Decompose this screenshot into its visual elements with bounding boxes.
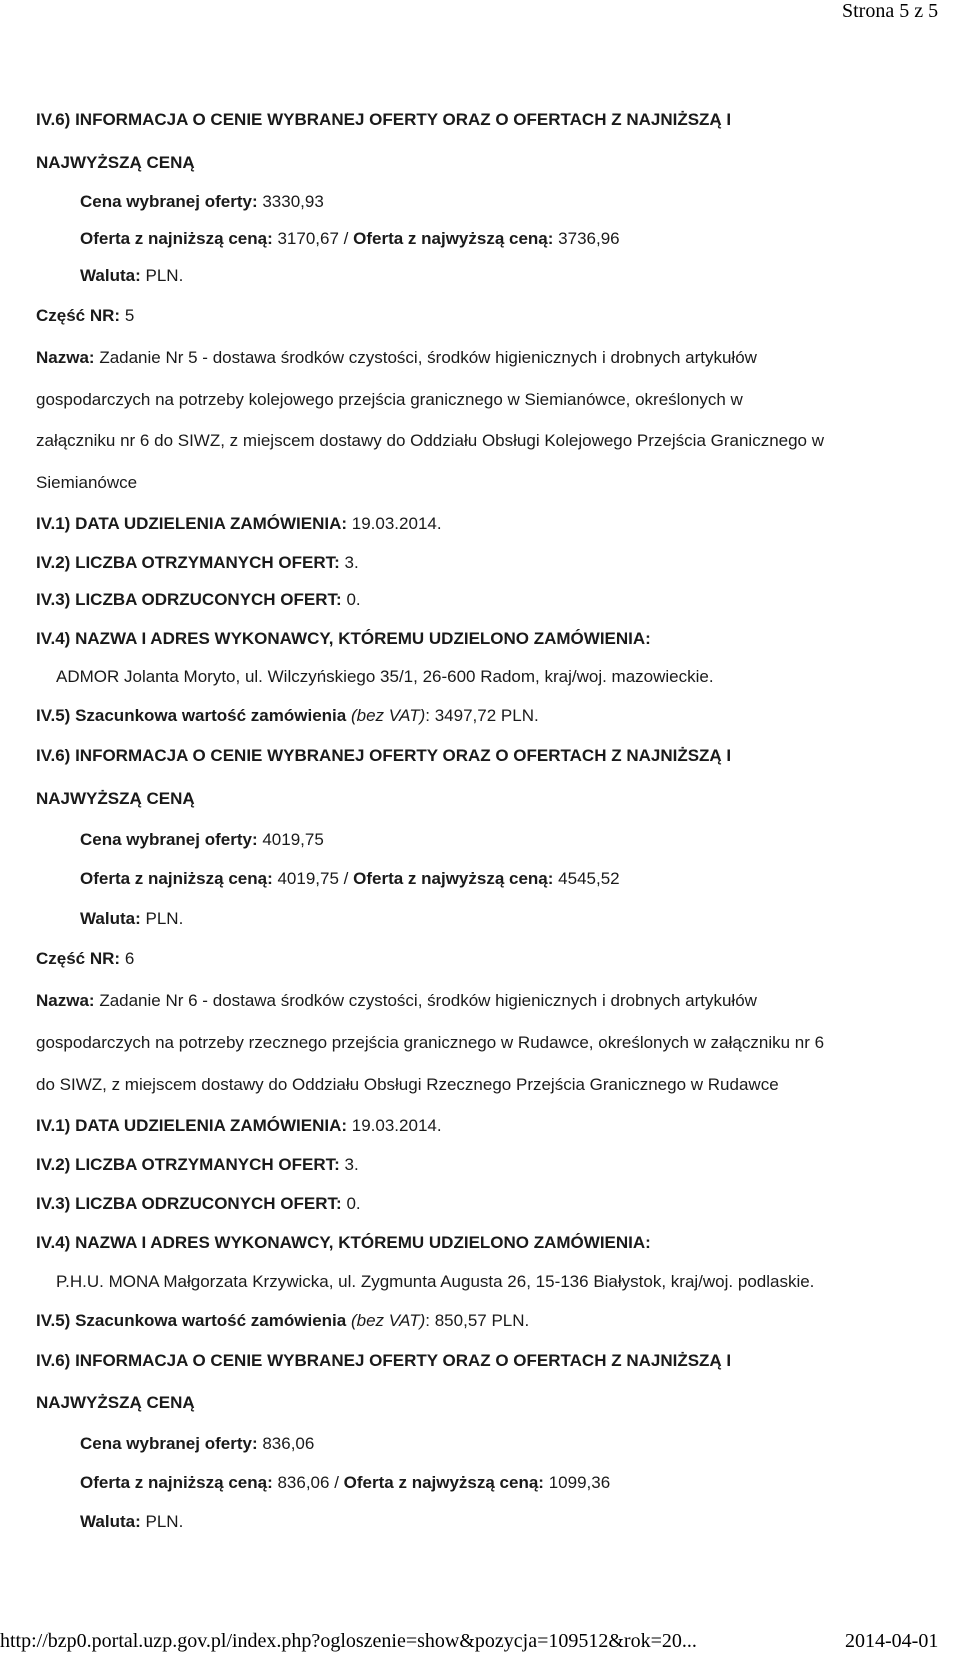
offers-rejected-value: 0. xyxy=(346,1194,361,1213)
offers-received-value: 3. xyxy=(344,553,359,572)
max-offer-value: 1099,36 xyxy=(548,1473,611,1492)
contractor-address: ADMOR Jolanta Moryto, ul. Wilczyńskiego 35/1, 26-600 Radom, kraj/woj. mazowieckie. xyxy=(56,667,714,686)
iv6-heading-line2: NAJWYŻSZĄ CENĄ xyxy=(36,789,195,808)
min-offer-value: 3170,67 xyxy=(277,229,339,248)
selected-offer-label: Cena wybranej oferty: xyxy=(80,1434,258,1453)
max-offer-label: Oferta z najwyższą ceną: xyxy=(343,1473,544,1492)
award-date-value: 19.03.2014. xyxy=(351,514,442,533)
min-max-offer xyxy=(80,229,620,249)
estimated-value-label: IV.5) Szacunkowa wartość zamówienia xyxy=(36,1311,347,1330)
min-max-offer xyxy=(80,1473,610,1493)
part-name-line3: załączniku nr 6 do SIWZ, z miejscem dostawy do Oddziału Obsługi Kolejowego Przejścia Granicznego w xyxy=(36,431,825,450)
separator: / xyxy=(334,1473,339,1492)
page-indicator: Strona 5 z 5 xyxy=(842,0,939,22)
award-date xyxy=(36,1116,442,1136)
iv6-heading-line1: IV.6) INFORMACJA O CENIE WYBRANEJ OFERTY ORAZ O OFERTACH Z NAJNIŻSZĄ I xyxy=(36,110,732,129)
estimated-value xyxy=(36,706,539,726)
part-number-value: 6 xyxy=(124,949,135,968)
offers-received-label: IV.2) LICZBA OTRZYMANYCH OFERT: xyxy=(36,1155,340,1174)
min-offer-label: Oferta z najniższą ceną: xyxy=(80,229,273,248)
award-date xyxy=(36,514,442,534)
part-name-line4: Siemianówce xyxy=(36,473,138,492)
offers-received-label: IV.2) LICZBA OTRZYMANYCH OFERT: xyxy=(36,553,340,572)
selected-offer-value: 836,06 xyxy=(262,1434,315,1453)
estimated-value xyxy=(36,1311,529,1331)
award-date-label: IV.1) DATA UDZIELENIA ZAMÓWIENIA: xyxy=(36,514,348,533)
part-number xyxy=(36,306,134,326)
award-date-value: 19.03.2014. xyxy=(351,1116,442,1135)
selected-offer-label: Cena wybranej oferty: xyxy=(80,192,258,211)
part-number-value: 5 xyxy=(124,306,135,325)
footer-url: http://bzp0.portal.uzp.gov.pl/index.php?ogloszenie=show&pozycja=109512&rok=20... xyxy=(0,1630,697,1652)
estimated-value-amount: : 3497,72 PLN. xyxy=(425,706,539,725)
currency xyxy=(80,909,183,929)
estimated-value-note: (bez VAT) xyxy=(350,1311,426,1330)
currency-label: Waluta: xyxy=(80,1512,141,1531)
offers-rejected-label: IV.3) LICZBA ODRZUCONYCH OFERT: xyxy=(36,590,342,609)
part-name-line2: gospodarczych na potrzeby kolejowego przejścia granicznego w Siemianówce, określonych w xyxy=(36,390,743,409)
footer-date: 2014-04-01 xyxy=(845,1630,939,1652)
min-max-offer xyxy=(80,869,620,889)
min-offer-label: Oferta z najniższą ceną: xyxy=(80,869,273,888)
offers-rejected xyxy=(36,1194,361,1214)
contractor-heading: IV.4) NAZWA I ADRES WYKONAWCY, KTÓREMU UDZIELONO ZAMÓWIENIA: xyxy=(36,1233,651,1252)
offers-rejected xyxy=(36,590,361,610)
currency-value: PLN. xyxy=(145,909,184,928)
part-number-label: Część NR: xyxy=(36,949,121,968)
selected-offer-value: 4019,75 xyxy=(262,830,324,849)
offers-received xyxy=(36,553,359,573)
estimated-value-amount: : 850,57 PLN. xyxy=(425,1311,530,1330)
iv6-heading-line2: NAJWYŻSZĄ CENĄ xyxy=(36,153,195,172)
award-date-label: IV.1) DATA UDZIELENIA ZAMÓWIENIA: xyxy=(36,1116,348,1135)
iv6-heading-line2: NAJWYŻSZĄ CENĄ xyxy=(36,1393,195,1412)
part-name-text: Zadanie Nr 6 - dostawa środków czystości, środków higienicznych i drobnych artykułów xyxy=(99,991,757,1010)
currency-value: PLN. xyxy=(145,1512,184,1531)
estimated-value-label: IV.5) Szacunkowa wartość zamówienia xyxy=(36,706,347,725)
min-offer-value: 4019,75 xyxy=(277,869,339,888)
selected-offer-label: Cena wybranej oferty: xyxy=(80,830,258,849)
separator: / xyxy=(343,869,349,888)
offers-rejected-value: 0. xyxy=(346,590,361,609)
iv6-heading-line1: IV.6) INFORMACJA O CENIE WYBRANEJ OFERTY ORAZ O OFERTACH Z NAJNIŻSZĄ I xyxy=(36,746,732,765)
estimated-value-note: (bez VAT) xyxy=(350,706,426,725)
max-offer-value: 4545,52 xyxy=(558,869,620,888)
part-number xyxy=(36,949,134,969)
max-offer-label: Oferta z najwyższą ceną: xyxy=(353,869,554,888)
currency-value: PLN. xyxy=(145,266,184,285)
part-name-line2: gospodarczych na potrzeby rzecznego przejścia granicznego w Rudawce, określonych w załączniku nr 6 xyxy=(36,1033,825,1052)
part-name-line1 xyxy=(36,348,757,368)
selected-offer-price xyxy=(80,1434,314,1454)
iv6-heading-line1: IV.6) INFORMACJA O CENIE WYBRANEJ OFERTY ORAZ O OFERTACH Z NAJNIŻSZĄ I xyxy=(36,1351,732,1370)
max-offer-label: Oferta z najwyższą ceną: xyxy=(353,229,554,248)
offers-rejected-label: IV.3) LICZBA ODRZUCONYCH OFERT: xyxy=(36,1194,342,1213)
min-offer-value: 836,06 xyxy=(277,1473,330,1492)
part-number-label: Część NR: xyxy=(36,306,121,325)
currency xyxy=(80,266,183,286)
selected-offer-price xyxy=(80,192,324,212)
part-name-line1 xyxy=(36,991,757,1011)
contractor-heading: IV.4) NAZWA I ADRES WYKONAWCY, KTÓREMU UDZIELONO ZAMÓWIENIA: xyxy=(36,629,651,648)
part-name-line3: do SIWZ, z miejscem dostawy do Oddziału Obsługi Rzecznego Przejścia Granicznego w Rudawce xyxy=(36,1075,779,1094)
currency xyxy=(80,1512,183,1532)
currency-label: Waluta: xyxy=(80,909,141,928)
min-offer-label: Oferta z najniższą ceną: xyxy=(80,1473,273,1492)
part-name-text: Zadanie Nr 5 - dostawa środków czystości, środków higienicznych i drobnych artykułów xyxy=(99,348,757,367)
offers-received xyxy=(36,1155,359,1175)
contractor-address: P.H.U. MONA Małgorzata Krzywicka, ul. Zygmunta Augusta 26, 15-136 Białystok, kraj/woj. podlaskie. xyxy=(56,1272,815,1291)
currency-label: Waluta: xyxy=(80,266,141,285)
offers-received-value: 3. xyxy=(344,1155,359,1174)
selected-offer-price xyxy=(80,830,324,850)
separator: / xyxy=(343,229,349,248)
part-name-label: Nazwa: xyxy=(36,991,95,1010)
part-name-label: Nazwa: xyxy=(36,348,95,367)
selected-offer-value: 3330,93 xyxy=(262,192,324,211)
max-offer-value: 3736,96 xyxy=(558,229,620,248)
